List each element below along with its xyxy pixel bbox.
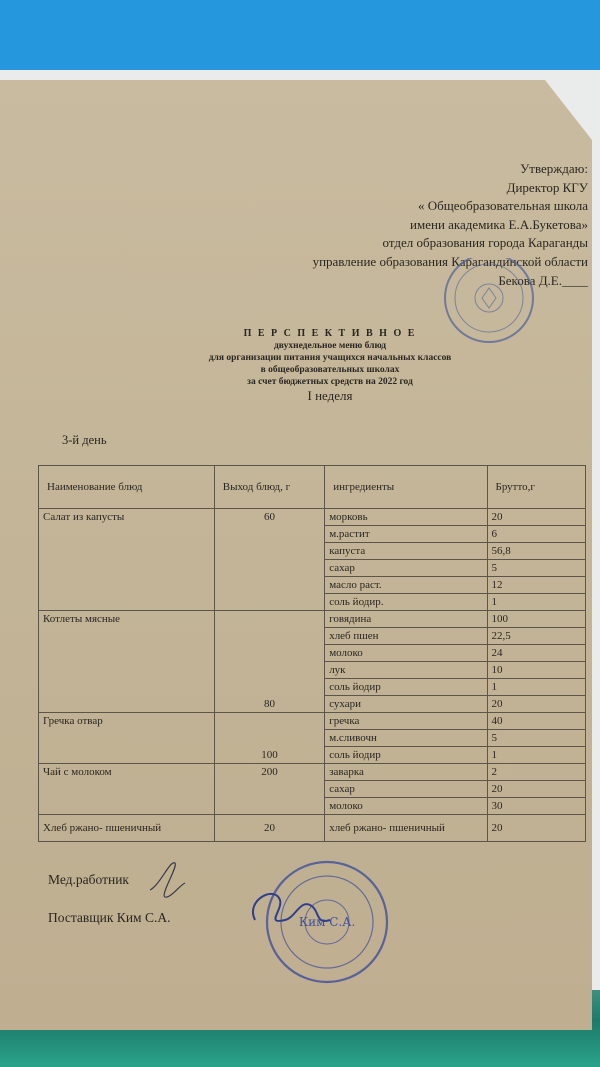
dish-name: Салат из капусты xyxy=(39,509,215,611)
ingredient-brutto: 40 xyxy=(487,713,585,730)
table-row xyxy=(39,764,586,781)
ingredient-name: сухари xyxy=(325,696,487,713)
column-header: Наименование блюд xyxy=(39,466,215,509)
ingredient-brutto: 1 xyxy=(487,679,585,696)
document-title: П Е Р С П Е К Т И В Н О Е xyxy=(243,328,417,339)
document-subtitle: двухнедельное меню блюд xyxy=(273,341,387,351)
ingredient-brutto: 10 xyxy=(487,662,585,679)
ingredient-name: лук xyxy=(325,662,487,679)
ingredient-brutto: 12 xyxy=(487,577,585,594)
ingredient-name: м.растит xyxy=(325,526,487,543)
table-header-row xyxy=(39,466,586,509)
ingredient-name: хлеб ржано- пшеничный xyxy=(325,815,487,842)
week-label: I неделя xyxy=(307,388,353,403)
dish-yield: 20 xyxy=(214,815,324,842)
handwritten-signature-icon xyxy=(140,855,190,905)
ingredient-brutto: 20 xyxy=(487,509,585,526)
document-subtitle: для организации питания учащихся начальных классов xyxy=(208,353,452,363)
approval-signatory: Бекова Д.Е.____ xyxy=(498,272,588,288)
dish-yield: 100 xyxy=(214,713,324,764)
ingredient-brutto: 20 xyxy=(487,815,585,842)
ingredient-brutto: 20 xyxy=(487,696,585,713)
ingredient-name: молоко xyxy=(325,798,487,815)
ingredient-brutto: 1 xyxy=(487,747,585,764)
ingredient-name: сахар xyxy=(325,560,487,577)
dish-name: Чай с молоком xyxy=(39,764,215,815)
handwritten-signature-icon xyxy=(235,880,345,940)
ingredient-name: соль йодир xyxy=(325,679,487,696)
medic-signature-label: Мед.работник xyxy=(48,872,129,887)
dish-name: Гречка отвар xyxy=(39,713,215,764)
ingredient-name: капуста xyxy=(325,543,487,560)
ingredient-brutto: 5 xyxy=(487,730,585,747)
column-header: Брутто,г xyxy=(487,466,585,509)
column-header: Выход блюд, г xyxy=(214,466,324,509)
ingredient-name: гречка xyxy=(325,713,487,730)
ingredient-name: заварка xyxy=(325,764,487,781)
ingredient-name: соль йодир. xyxy=(325,594,487,611)
document-subtitle: в общеобразовательных школах xyxy=(260,365,400,375)
table-row xyxy=(39,509,586,526)
ingredient-brutto: 22,5 xyxy=(487,628,585,645)
ingredient-name: сахар xyxy=(325,781,487,798)
ingredient-name: м.сливочн xyxy=(325,730,487,747)
table-row xyxy=(39,815,586,842)
dish-name: Котлеты мясные xyxy=(39,611,215,713)
approval-line: отдел образования города Караганды xyxy=(382,235,588,251)
dish-yield: 60 xyxy=(214,509,324,611)
ingredient-name: молоко xyxy=(325,645,487,662)
ingredient-brutto: 30 xyxy=(487,798,585,815)
dish-name: Хлеб ржано- пшеничный xyxy=(39,815,215,842)
approval-line: Утверждаю: xyxy=(520,161,588,176)
approval-line: имени академика Е.А.Букетова» xyxy=(410,216,588,232)
approval-line: « Общеобразовательная школа xyxy=(418,198,588,214)
ingredient-brutto: 5 xyxy=(487,560,585,577)
ingredient-brutto: 1 xyxy=(487,594,585,611)
day-label: 3-й день xyxy=(62,433,107,447)
ingredient-name: хлеб пшен xyxy=(325,628,487,645)
ingredient-name: соль йодир xyxy=(325,747,487,764)
approval-line: Директор КГУ xyxy=(506,179,588,195)
ingredient-brutto: 20 xyxy=(487,781,585,798)
ingredient-name: морковь xyxy=(325,509,487,526)
ingredient-brutto: 100 xyxy=(487,611,585,628)
ingredient-brutto: 56,8 xyxy=(487,543,585,560)
table-row xyxy=(39,713,586,730)
ingredient-brutto: 24 xyxy=(487,645,585,662)
supplier-stamp-text: Ким С.А. xyxy=(298,915,356,929)
dish-yield: 200 xyxy=(214,764,324,815)
ingredient-brutto: 2 xyxy=(487,764,585,781)
document-subtitle: за счет бюджетных средств на 2022 год xyxy=(247,377,413,387)
table-row xyxy=(39,611,586,628)
supplier-signature-label: Поставщик Ким С.А. xyxy=(48,910,171,925)
menu-table xyxy=(38,465,586,842)
ingredient-name: говядина xyxy=(325,611,487,628)
column-header: ингредиенты xyxy=(325,466,487,509)
ingredient-brutto: 6 xyxy=(487,526,585,543)
ingredient-name: масло раст. xyxy=(325,577,487,594)
dish-yield: 80 xyxy=(214,611,324,713)
approval-line: управление образования Карагандинской области xyxy=(312,253,588,269)
